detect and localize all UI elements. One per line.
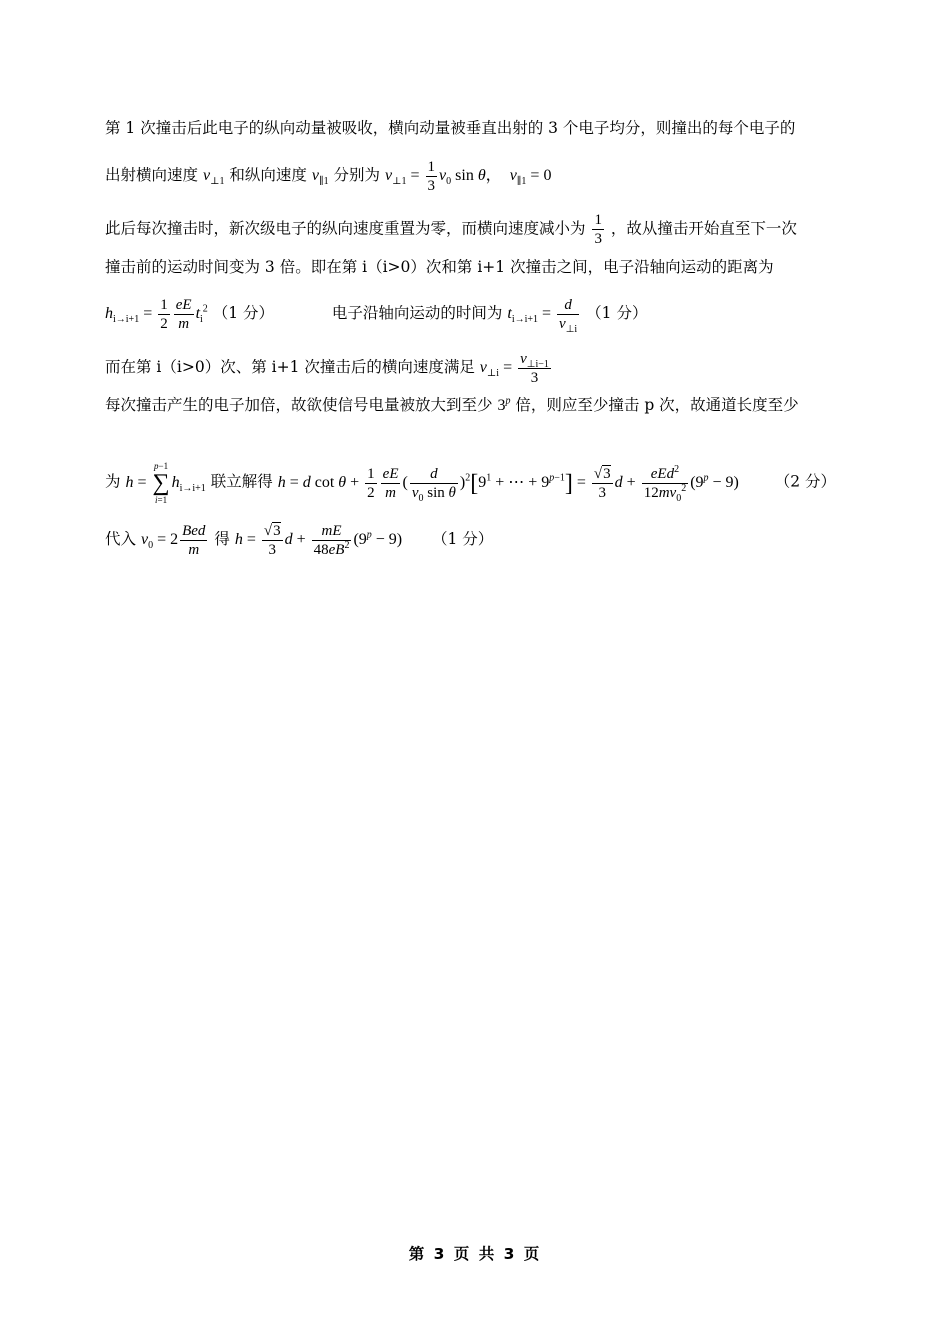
paragraph-6: [105, 460, 836, 506]
text: 和纵向速度: [229, 166, 307, 185]
formula-h-sum: h = p−1 ∑ i=1 $h_{i\to i+1}$: [125, 461, 206, 505]
text: 出射横向速度: [105, 166, 199, 185]
text: 得: [214, 530, 230, 549]
formula-h-final: h = $\frac{√3}{3}$ d + $\frac{mE}{48eB^2}$ $(9^p - 9)$: [234, 523, 403, 558]
formula-h-result: h = d cot θ + $\frac{1}{2}$ $\frac{eE}{m}$ ( $\frac{d}{v_0 \sin \theta}$ )$^2[9^1$ + ⋯ + $9^{p-1}$] = $\frac{√3}{3}$ d + $\frac{eEd^2}{12mv_0^2}$ $(9^p - 9)$: [277, 463, 739, 504]
formula-h-i: $h_{i\to i+1}$ = $\frac{1}{2}$ $\frac{eE}{m}$ $t_i^2$: [105, 297, 208, 332]
paragraph-2-line-1: [105, 211, 797, 248]
formula-v0: $v_0 = 2$ $\frac{\text{Bed}}{m}$: [140, 523, 206, 558]
text: 撞击前的运动时间变为 3 倍。即在第 i（i>0）次和第 i+1 次撞击之间，电子沿轴向运动的距离为: [105, 258, 774, 276]
paragraph-3: [105, 296, 647, 333]
score-label: （1 分）: [586, 304, 648, 323]
text: 分别为: [333, 166, 381, 185]
text: 代入: [105, 530, 137, 549]
text: 联立解得: [210, 472, 273, 491]
paragraph-5: [105, 395, 799, 416]
text: 每次撞击产生的电子加倍，故欲使信号电量被放大到至少: [105, 396, 493, 414]
text: 第 1 次撞击后此电子的纵向动量被吸收，横向动量被垂直出射的 3 个电子均分，则撞出的每个电子的: [105, 119, 796, 137]
formula-v-recurrence: $v_{\perp i}$ = $\frac{v_{\perp i-1}}{3}$: [479, 351, 549, 386]
text: ，故从撞击开始直至下一次: [610, 219, 797, 238]
formula-one-third: $\frac{1}{3}$: [594, 212, 602, 247]
formula-v-perp: $v_{\perp 1}$: [202, 167, 225, 188]
page-footer: 第 3 页 共 3 页: [408, 1245, 542, 1263]
text: 倍，则应至少撞击 p 次，故通道长度至少: [515, 396, 799, 414]
paragraph-1-line-1: [105, 118, 795, 138]
paragraph-4: [105, 350, 553, 387]
formula-3p: 3$^p$: [497, 395, 511, 414]
formula-t-i: $t_{i\to i+1}$ = $\frac{d}{v_{\perp i}}$: [507, 297, 578, 335]
formula-v-par: $v_{\parallel 1}$: [311, 167, 329, 188]
score-label: （1 分）: [432, 530, 494, 549]
formula-velocities: $v_{\perp 1}$ = $\frac{1}{3}$ $v_0$ sin θ， $v_{\parallel 1} = 0$: [384, 159, 552, 194]
paragraph-1-line-2: [105, 158, 551, 195]
score-label: （2 分）: [774, 472, 837, 491]
text: 电子沿轴向运动的时间为: [331, 304, 503, 323]
score-label: （1 分）: [212, 304, 275, 323]
text: 此后每次撞击时，新次级电子的纵向速度重置为零，而横向速度减小为: [105, 219, 586, 238]
paragraph-7: [105, 522, 493, 559]
text: 而在第 i（i>0）次、第 i+1 次撞击后的横向速度满足: [105, 358, 475, 377]
text: 为: [105, 472, 121, 491]
paragraph-2-line-2: [105, 257, 774, 277]
